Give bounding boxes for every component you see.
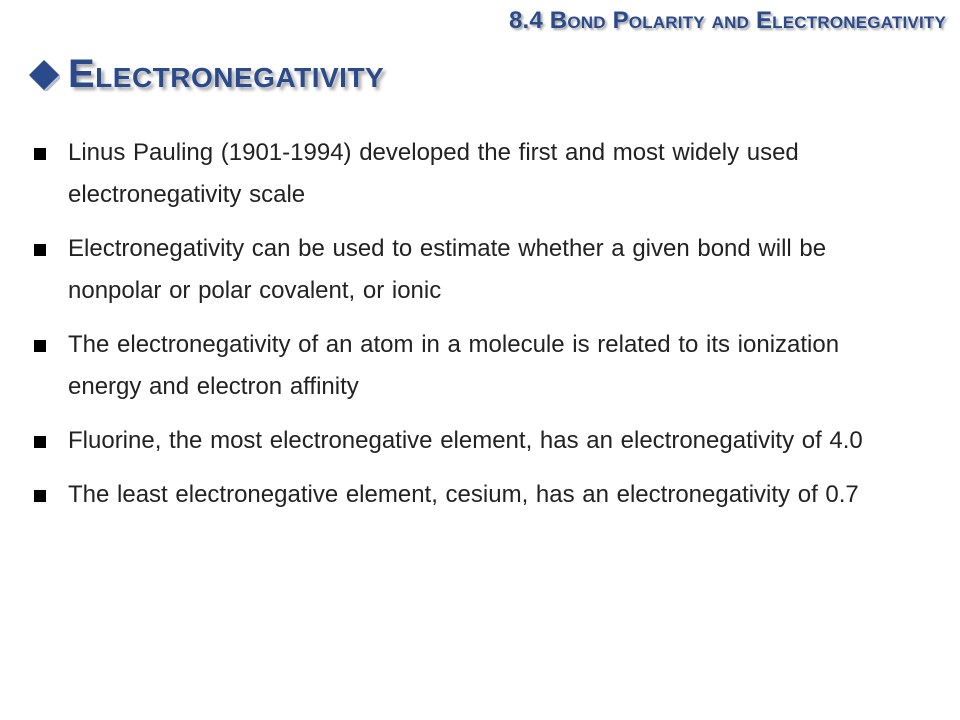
bullet-item — [34, 324, 914, 408]
title-row — [28, 52, 384, 97]
square-bullet-icon — [34, 436, 46, 448]
bullet-item — [34, 132, 914, 216]
section-header: 8.4 Bond Polarity and Electronegativity — [508, 7, 946, 34]
bullet-item — [34, 228, 914, 312]
square-bullet-icon — [34, 244, 46, 256]
slide-title: Electronegativity — [68, 52, 385, 96]
bullet-text: Electronegativity can be used to estimate whether a given bond will be nonpolar or polar covalent, or ionic — [68, 235, 827, 304]
bullet-list — [34, 132, 914, 528]
bullet-text: The electronegativity of an atom in a molecule is related to its ionization energy and electron affinity — [68, 331, 840, 400]
bullet-text: Fluorine, the most electronegative element, has an electronegativity of 4.0 — [68, 427, 863, 454]
diamond-icon — [28, 59, 60, 91]
bullet-text: The least electronegative element, cesium, has an electronegativity of 0.7 — [68, 481, 859, 508]
square-bullet-icon — [34, 340, 46, 352]
bullet-item — [34, 474, 914, 516]
square-bullet-icon — [34, 148, 46, 160]
bullet-item — [34, 420, 914, 462]
bullet-text: Linus Pauling (1901-1994) developed the first and most widely used electronegativity scale — [68, 139, 799, 208]
square-bullet-icon — [34, 490, 46, 502]
